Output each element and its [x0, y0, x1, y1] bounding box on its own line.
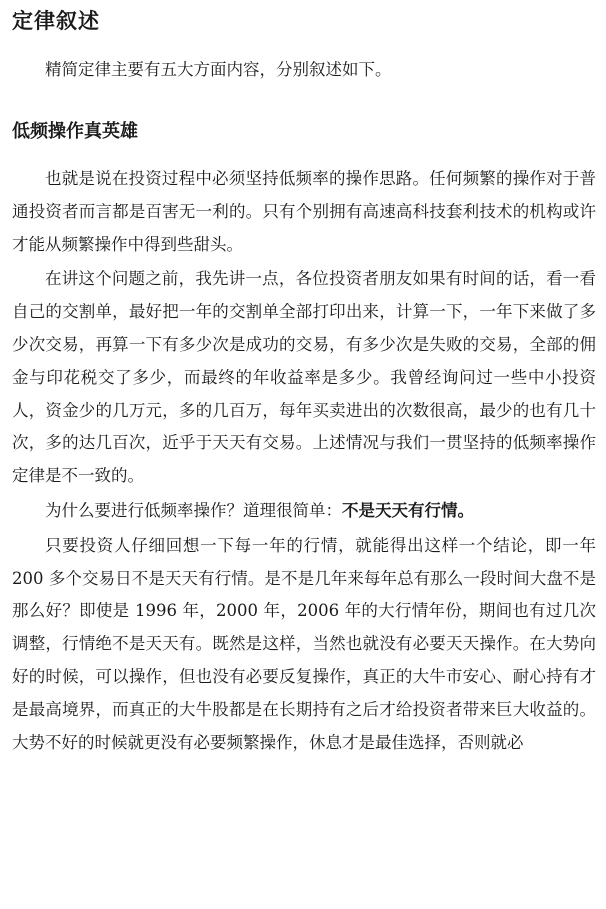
- intro-paragraph: 精简定律主要有五大方面内容，分别叙述如下。: [45, 60, 392, 79]
- paragraph-4: 只要投资人仔细回想一下每一年的行情，就能得出这样一个结论，即一年 200 多个交易日不是天天有行情。是不是几年来每年总有那么一段时间大盘不是那么好？即使是 1996 年，2000 年，2006 年的大行情年份，期间也有过几次调整，行情绝不是天天有。既然是这样，当然也就没有必要天天操作。在大势向好的时候，可以操作，但也没有必要反复操作，真正的大牛市安心、耐心持有才是最高境界，而真正的大牛股都是在长期持有之后才给投资者带来巨大收益的。大势不好的时候就更没有必要频繁操作，休息才是最佳选择，否则就必: [12, 535, 596, 752]
- paragraph-2: 在讲这个问题之前，我先讲一点，各位投资者朋友如果有时间的话，看一看自己的交割单，最好把一年的交割单全部打印出来，计算一下，一年下来做了多少次交易，再算一下有多少次是成功的交易，有多少次是失败的交易，全部的佣金与印花税交了多少，而最终的年收益率是多少。我曾经询问过一些中小投资人，资金少的几万元，多的几百万，每年买卖进出的次数很高，最少的也有几十次，多的达几百次，近乎于天天有交易。上述情况与我们一贯坚持的低频率操作定律是不一致的。: [12, 269, 596, 486]
- body-text: [12, 163, 596, 759]
- section-title: 定律叙述: [12, 9, 100, 33]
- paragraph-3: [12, 495, 596, 528]
- paragraph-3-emphasis: 不是天天有行情。: [342, 500, 474, 520]
- subsection-title: 低频操作真英雄: [12, 121, 138, 142]
- paragraph-3-lead: 为什么要进行低频率操作？道理很简单：: [45, 500, 342, 520]
- paragraph-1: 也就是说在投资过程中必须坚持低频率的操作思路。任何频繁的操作对于普通投资者而言都是百害无一利的。只有个别拥有高速高科技套利技术的机构或许才能从频繁操作中得到些甜头。: [12, 169, 596, 254]
